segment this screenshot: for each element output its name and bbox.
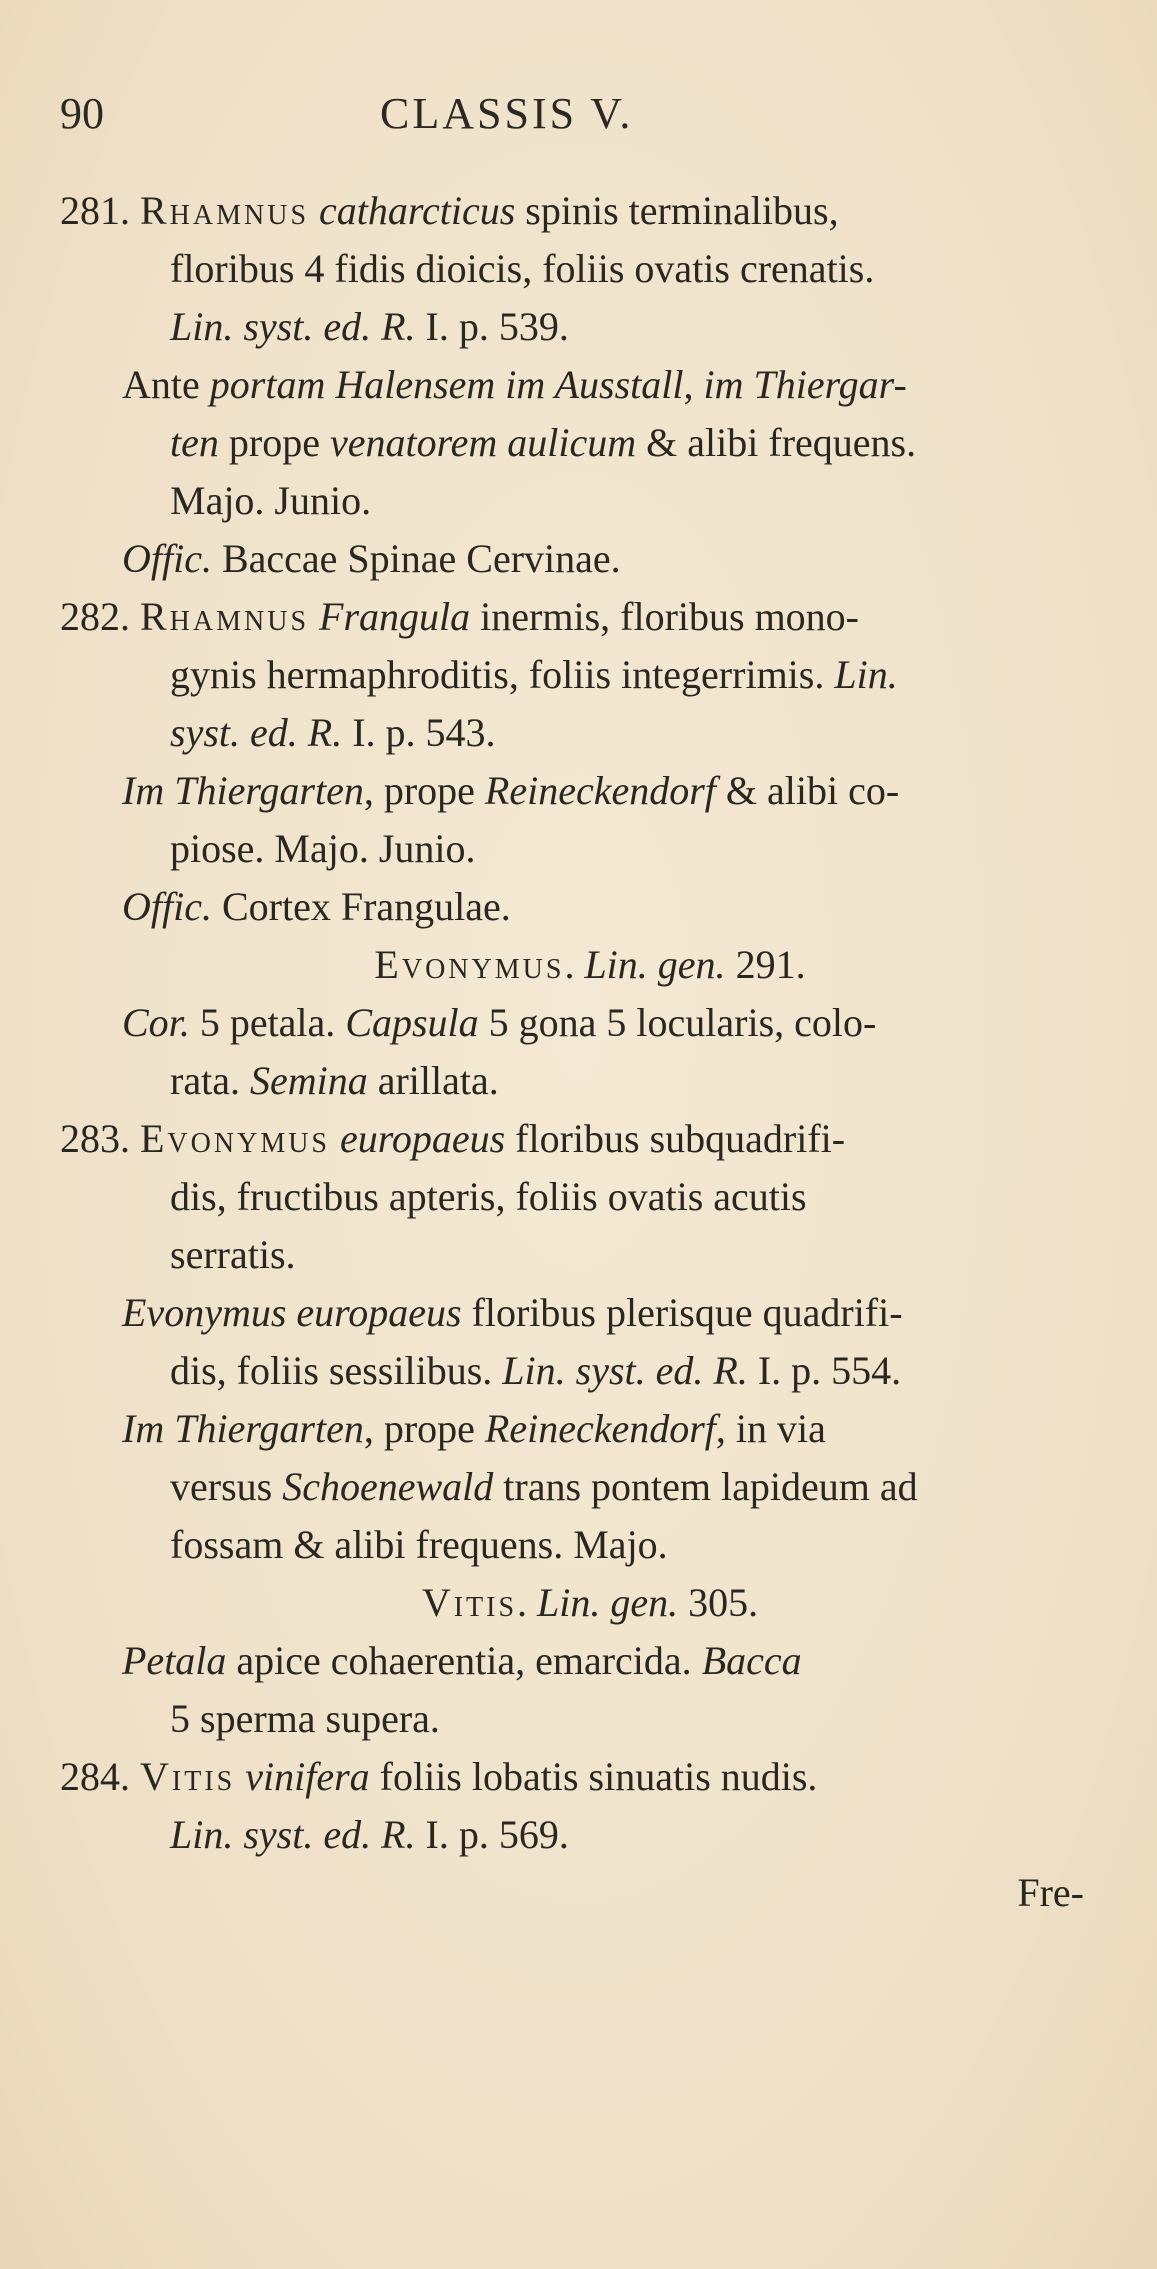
- text-line: [60, 994, 1120, 1052]
- italic-text: Lin. gen.: [537, 1580, 679, 1625]
- text-run: 282.: [60, 594, 140, 639]
- text-run: 291.: [725, 942, 806, 987]
- text-run: 281.: [60, 188, 140, 233]
- text-run: prope: [218, 420, 330, 465]
- text-run: , prope: [363, 768, 485, 813]
- text-run: piose. Majo. Junio.: [170, 826, 476, 871]
- text-run: rata.: [170, 1058, 250, 1103]
- italic-text: Im Thiergarten: [122, 1406, 364, 1451]
- italic-text: Lin. gen.: [584, 942, 726, 987]
- text-line: [60, 530, 1120, 588]
- text-run: Ante: [122, 362, 210, 407]
- italic-text: Offic.: [122, 536, 212, 581]
- text-line: [60, 1052, 1120, 1110]
- text-run: 283.: [60, 1116, 140, 1161]
- text-run: ,: [683, 362, 704, 407]
- text-line: [60, 1110, 1120, 1168]
- text-line: [60, 762, 1120, 820]
- text-run: floribus 4 fidis dioicis, foliis ovatis crenatis.: [170, 246, 875, 291]
- text-run: dis, foliis sessilibus.: [170, 1348, 503, 1393]
- text-line: [60, 356, 1120, 414]
- text-run: inermis, floribus mono-: [470, 594, 860, 639]
- text-run: 5 sperma supera.: [170, 1696, 440, 1741]
- genus-name: Rhamnus: [140, 594, 310, 639]
- italic-text: Reineckendorf: [484, 1406, 716, 1451]
- text-run: trans pontem lapideum ad: [493, 1464, 918, 1509]
- running-title: CLASSIS V.: [380, 89, 634, 138]
- text-run: gynis hermaphroditis, foliis integerrimis.: [170, 652, 835, 697]
- text-line: [60, 588, 1120, 646]
- text-run: dis, fructibus apteris, foliis ovatis acutis: [170, 1174, 807, 1219]
- text-run: .: [564, 942, 585, 987]
- text-run: 284.: [60, 1754, 140, 1799]
- italic-text: Schoenewald: [282, 1464, 494, 1509]
- text-line: [60, 1516, 1120, 1574]
- page-body: [60, 182, 1120, 1922]
- italic-text: Capsula: [345, 1000, 479, 1045]
- genus-name: Rhamnus: [140, 188, 310, 233]
- italic-text: portam Halensem im Ausstall: [209, 362, 684, 407]
- genus-name: Evonymus: [140, 1116, 331, 1161]
- text-line: [60, 1574, 1120, 1632]
- italic-text: venatorem aulicum: [329, 420, 637, 465]
- text-line: [60, 820, 1120, 878]
- text-run: & alibi frequens.: [636, 420, 917, 465]
- italic-text: im Thiergar-: [703, 362, 907, 407]
- italic-text: Lin. syst. ed. R.: [170, 304, 416, 349]
- text-line: [60, 1284, 1120, 1342]
- text-run: versus: [170, 1464, 283, 1509]
- italic-text: Reineckendorf: [484, 768, 716, 813]
- text-run: apice cohaerentia, emarcida.: [226, 1638, 702, 1683]
- text-line: [60, 240, 1120, 298]
- text-run: [235, 1754, 245, 1799]
- text-line: [60, 878, 1120, 936]
- italic-text: Bacca: [701, 1638, 802, 1683]
- text-run: [330, 1116, 340, 1161]
- text-line: [60, 1458, 1120, 1516]
- text-line: [60, 1168, 1120, 1226]
- genus-name: Vitis: [140, 1754, 236, 1799]
- text-run: [309, 594, 319, 639]
- text-line: [60, 936, 1120, 994]
- text-run: fossam & alibi frequens. Majo.: [170, 1522, 668, 1567]
- text-run: 305.: [678, 1580, 759, 1625]
- text-line: [60, 414, 1120, 472]
- italic-text: catharcticus: [319, 188, 516, 233]
- italic-text: Cor.: [122, 1000, 190, 1045]
- text-run: arillata.: [367, 1058, 499, 1103]
- text-run: Baccae Spinae Cervinae.: [211, 536, 621, 581]
- italic-text: vinifera: [245, 1754, 370, 1799]
- text-line: [60, 472, 1120, 530]
- text-run: I. p. 554.: [747, 1348, 902, 1393]
- text-line: [60, 646, 1120, 704]
- italic-text: Petala: [122, 1638, 227, 1683]
- text-line: [60, 1226, 1120, 1284]
- italic-text: Lin. syst. ed. R.: [170, 1812, 416, 1857]
- text-line: [60, 1342, 1120, 1400]
- text-line: [60, 182, 1120, 240]
- text-run: spinis terminalibus,: [515, 188, 839, 233]
- italic-text: Evonymus europaeus: [122, 1290, 462, 1335]
- text-run: Cortex Frangulae.: [211, 884, 511, 929]
- text-line: [60, 1806, 1120, 1864]
- text-run: serratis.: [170, 1232, 296, 1277]
- text-line: [60, 1864, 1120, 1922]
- text-run: [309, 188, 319, 233]
- text-run: floribus plerisque quadrifi-: [461, 1290, 903, 1335]
- text-run: , in via: [715, 1406, 826, 1451]
- text-run: 5 gona 5 locularis, colo-: [478, 1000, 877, 1045]
- text-line: [60, 1748, 1120, 1806]
- text-line: [60, 1690, 1120, 1748]
- italic-text: Im Thiergarten: [122, 768, 364, 813]
- genus-name: Vitis: [421, 1580, 518, 1625]
- text-run: floribus subquadrifi-: [505, 1116, 846, 1161]
- italic-text: Offic.: [122, 884, 212, 929]
- text-run: Fre-: [1017, 1870, 1084, 1915]
- page-number: 90: [60, 89, 104, 138]
- text-line: [60, 1632, 1120, 1690]
- text-line: [60, 1400, 1120, 1458]
- italic-text: europaeus: [340, 1116, 506, 1161]
- text-run: Majo. Junio.: [170, 478, 372, 523]
- italic-text: syst. ed. R.: [170, 710, 343, 755]
- italic-text: Lin. syst. ed. R.: [502, 1348, 748, 1393]
- text-line: [60, 298, 1120, 356]
- text-line: [60, 704, 1120, 762]
- text-run: & alibi co-: [715, 768, 900, 813]
- page-header: [0, 88, 1157, 148]
- text-run: 5 petala.: [189, 1000, 346, 1045]
- italic-text: ten: [170, 420, 219, 465]
- italic-text: Semina: [249, 1058, 368, 1103]
- italic-text: Lin.: [834, 652, 898, 697]
- text-run: , prope: [363, 1406, 485, 1451]
- text-run: foliis lobatis sinuatis nudis.: [369, 1754, 818, 1799]
- genus-name: Evonymus: [374, 942, 565, 987]
- text-run: I. p. 569.: [415, 1812, 569, 1857]
- text-run: I. p. 539.: [415, 304, 569, 349]
- text-run: .: [517, 1580, 538, 1625]
- text-run: I. p. 543.: [342, 710, 496, 755]
- italic-text: Frangula: [319, 594, 471, 639]
